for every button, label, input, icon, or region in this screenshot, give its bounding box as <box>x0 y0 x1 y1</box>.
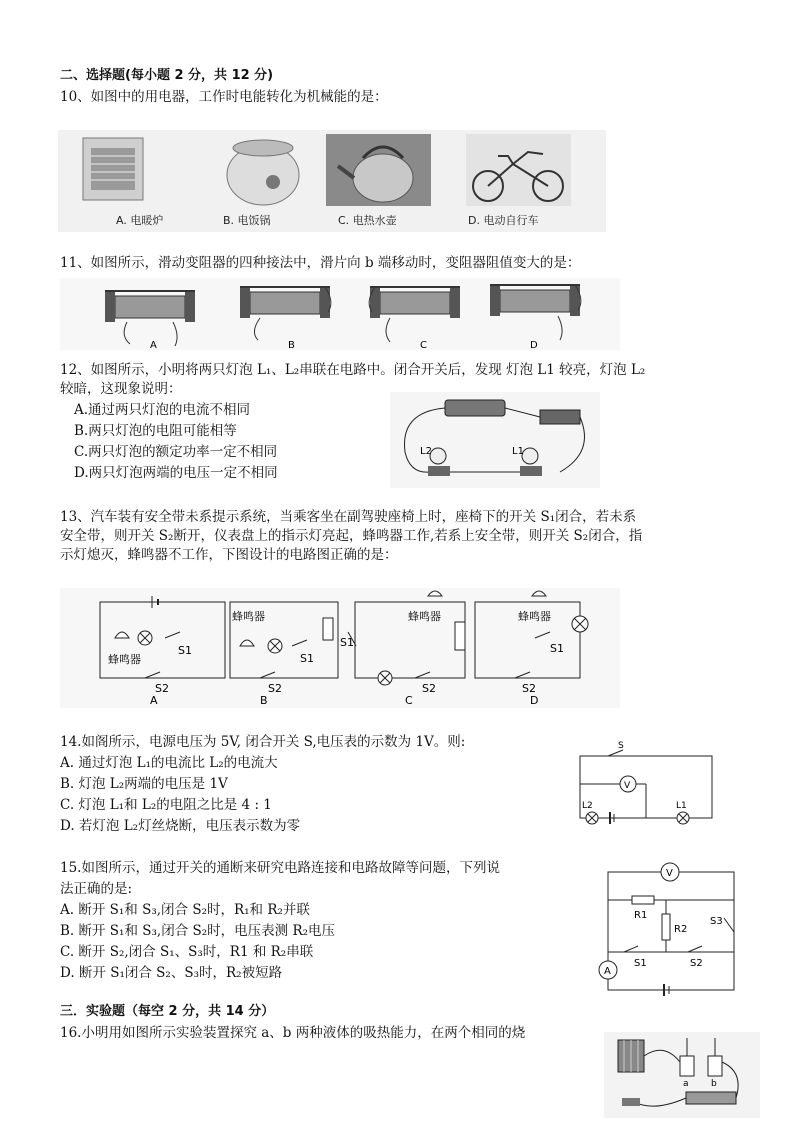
q15-option-b: B. 断开 S₁和 S₃,闭合 S₂时，电压表测 R₂电压 <box>60 923 336 939</box>
q11-label-d: D <box>530 340 538 350</box>
q13-b-s2: S2 <box>268 682 282 695</box>
q10-caption-c: C. 电热水壶 <box>338 214 397 227</box>
q15-fig-s1: S1 <box>634 958 647 969</box>
q12-fig-label-l1: L1 <box>512 446 524 457</box>
q14-fig-l1: L1 <box>676 801 687 811</box>
q11-label-a: A <box>150 340 157 350</box>
q13-c-s1: S1 <box>340 636 354 649</box>
question-11-stem: 11、如图所示，滑动变阻器的四种接法中，滑片向 b 端移动时，变阻器阻值变大的是： <box>60 255 581 271</box>
question-16-stem: 16.小明用如图所示实验装置探究 a、b 两种液体的吸热能力，在两个相同的烧 <box>60 1025 526 1041</box>
question-15-stem-line1: 15.如图所示，通过开关的通断来研究电路连接和电路故障等问题，下列说 <box>60 860 500 876</box>
q15-option-c: C. 断开 S₂,闭合 S₁、S₃时，R1 和 R₂串联 <box>60 944 314 960</box>
q11-label-b: B <box>288 340 295 350</box>
q12-option-c: C.两只灯泡的额定功率一定不相同 <box>74 444 278 460</box>
q12-option-a: A.通过两只灯泡的电流不相同 <box>74 402 251 418</box>
q13-a-buzzer: 蜂鸣器 <box>108 653 141 666</box>
q16-fig-b: b <box>711 1079 717 1089</box>
rheostat-diagrams <box>60 278 620 350</box>
question-12-figure <box>390 392 600 488</box>
q13-d-s1: S1 <box>550 642 564 655</box>
section-heading-choice: 二、选择题(每小题 2 分，共 12 分) <box>60 68 274 83</box>
q15-fig-s3: S3 <box>710 916 723 927</box>
q15-fig-s2: S2 <box>690 958 703 969</box>
question-16-figure <box>604 1032 760 1118</box>
question-13-figure <box>60 588 620 708</box>
q14-option-d: D. 若灯泡 L₂灯丝烧断，电压表示数为零 <box>60 818 301 834</box>
question-11-figure <box>60 278 620 350</box>
question-10-figure <box>58 130 606 232</box>
voltmeter-circuit <box>568 740 728 832</box>
q12-option-d: D.两只灯泡两端的电压一定不相同 <box>74 465 278 481</box>
q13-d-buzzer: 蜂鸣器 <box>518 610 551 623</box>
seatbelt-circuits <box>60 588 620 708</box>
question-14-stem: 14.如阁所示，电源电压为 5V, 闭合开关 S,电压表的示数为 1V。则: <box>60 734 466 750</box>
q14-fig-s: S <box>618 741 624 751</box>
question-12-stem-line1: 12、如图所示，小明将两只灯泡 L₁、L₂串联在电路中。闭合开关后，发现 灯泡 L1 较亮，灯泡 L₂ <box>60 362 646 378</box>
q14-option-c: C. 灯泡 L₁和 L₂的电阻之比是 4 : 1 <box>60 797 272 813</box>
q13-label-d: D <box>530 694 539 707</box>
q14-option-b: B. 灯泡 L₂两端的电压是 1V <box>60 776 228 792</box>
q15-fig-r2: R2 <box>674 924 688 935</box>
q12-option-b: B.两只灯泡的电阻可能相等 <box>74 423 237 439</box>
q13-b-buzzer: 蜂鸣器 <box>232 610 265 623</box>
q15-fig-v: V <box>666 868 673 879</box>
q12-fig-label-l2: L2 <box>420 446 432 457</box>
question-15-figure <box>594 852 744 1012</box>
q13-a-s2: S2 <box>155 682 169 695</box>
q13-c-buzzer: 蜂鸣器 <box>408 610 441 623</box>
heating-apparatus <box>604 1032 760 1118</box>
q10-caption-b: B. 电饭锅 <box>223 214 271 227</box>
q13-label-c: C <box>405 694 413 707</box>
q14-fig-v: V <box>624 781 631 791</box>
q10-caption-d: D. 电动自行车 <box>468 214 539 227</box>
q14-fig-l2: L2 <box>582 801 593 811</box>
series-bulb-circuit <box>390 392 600 488</box>
q13-b-s1: S1 <box>300 652 314 665</box>
question-13-stem-line2: 安全带，则开关 S₂断开，仪表盘上的指示灯亮起，蜂鸣器工作,若系上安全带，则开关 S₂闭合，指 <box>60 528 643 544</box>
q10-caption-a: A. 电暖炉 <box>116 214 164 227</box>
q15-option-d: D. 断开 S₁闭合 S₂、S₃时，R₂被短路 <box>60 965 283 981</box>
q13-a-s1: S1 <box>178 644 192 657</box>
q15-fig-r1: R1 <box>634 910 648 921</box>
q15-fig-a: A <box>604 966 611 977</box>
question-14-figure <box>568 740 728 832</box>
question-12-stem-line2: 较暗，这现象说明： <box>60 381 182 397</box>
question-13-stem-line1: 13、汽车装有安全带未系提示系统，当乘客坐在副驾驶座椅上时，座椅下的开关 S₁闭合，若未系 <box>60 509 637 525</box>
q16-fig-a: a <box>683 1079 689 1089</box>
question-13-stem-line3: 示灯熄灭，蜂鸣器不工作，下图设计的电路图正确的是： <box>60 547 398 563</box>
question-10-stem: 10、如图中的用电器，工作时电能转化为机械能的是： <box>60 89 388 105</box>
q13-d-s2: S2 <box>522 682 536 695</box>
q13-c-s2: S2 <box>422 682 436 695</box>
q15-option-a: A. 断开 S₁和 S₃,闭合 S₂时，R₁和 R₂并联 <box>60 902 310 918</box>
switch-resistor-circuit <box>594 852 744 1012</box>
section-heading-experiment: 三．实验题（每空 2 分，共 14 分） <box>60 1004 275 1019</box>
q11-label-c: C <box>420 340 427 350</box>
q13-label-b: B <box>260 694 268 707</box>
q13-label-a: A <box>150 694 158 707</box>
q14-option-a: A. 通过灯泡 L₁的电流比 L₂的电流大 <box>60 755 278 771</box>
question-15-stem-line2: 法正确的是: <box>60 881 133 897</box>
